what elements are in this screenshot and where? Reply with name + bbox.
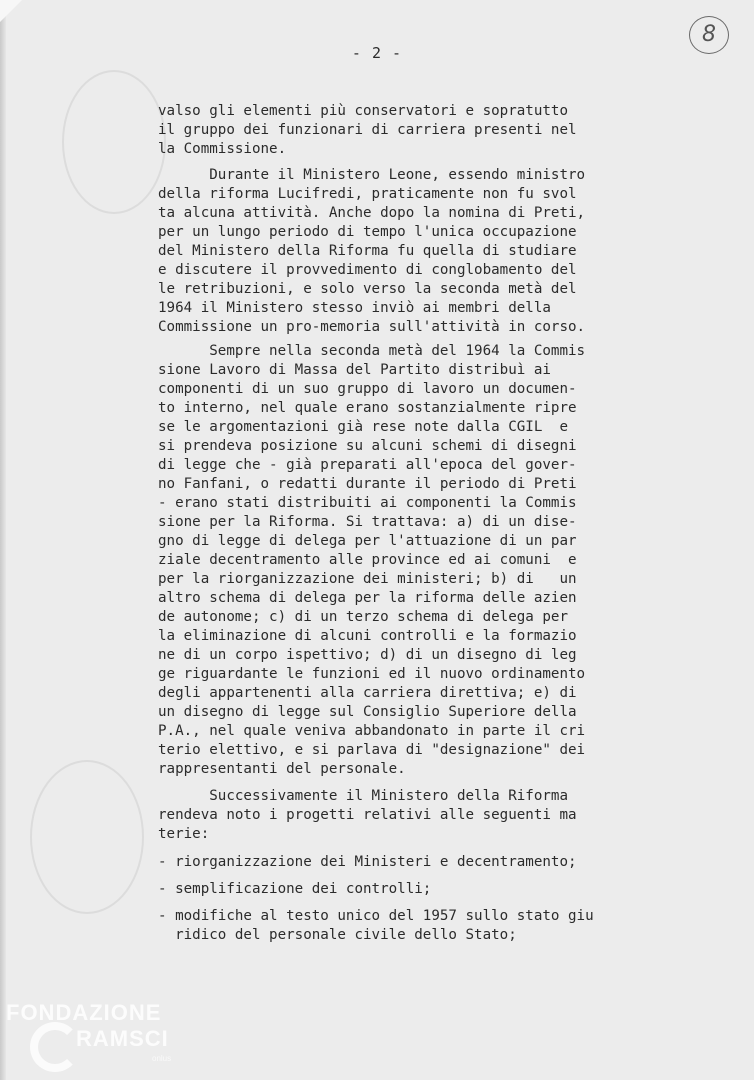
folded-corner	[0, 0, 22, 22]
text-line: Durante il Ministero Leone, essendo ministro	[158, 167, 586, 183]
logo-text-bottom: RAMSCI	[76, 1026, 169, 1051]
text-line: del Ministero della Riforma fu quella di studiare	[158, 243, 577, 259]
archive-number-circled: 8	[689, 16, 729, 54]
faded-stamp-top	[62, 70, 166, 214]
text-line: se le argomentazioni già rese note dalla CGIL e	[158, 419, 568, 435]
list-item: - modifiche al testo unico del 1957 sullo stato giu	[158, 908, 594, 924]
text-line: ta alcuna attività. Anche dopo la nomina di Preti,	[158, 205, 586, 221]
text-line: un disegno di legge sul Consiglio Superiore della	[158, 704, 577, 720]
text-line: componenti di un suo gruppo di lavoro un documen-	[158, 381, 577, 397]
text-line: Successivamente il Ministero della Riforma	[158, 788, 568, 804]
text-line: ziale decentramento alle province ed ai comuni e	[158, 552, 577, 568]
list-item: - riorganizzazione dei Ministeri e decentramento;	[158, 854, 577, 870]
text-line: de autonome; c) di un terzo schema di delega per	[158, 609, 568, 625]
text-line: terie:	[158, 826, 210, 842]
text-line: il gruppo dei funzionari di carriera presenti nel	[158, 122, 577, 138]
page-number: - 2 -	[351, 44, 403, 62]
text-line: la Commissione.	[158, 141, 287, 157]
text-line: to interno, nel quale erano sostanzialmente ripre	[158, 400, 577, 416]
text-line: valso gli elementi più conservatori e sopratutto	[158, 103, 568, 119]
text-line: no Fanfani, o redatti durante il periodo di Preti	[158, 476, 577, 492]
text-line: gno di legge di delega per l'attuazione di un par	[158, 533, 577, 549]
text-line: rappresentanti del personale.	[158, 761, 406, 777]
text-line: per un lungo periodo di tempo l'unica occupazione	[158, 224, 577, 240]
faded-stamp-bottom	[30, 760, 144, 914]
text-line: 1964 il Ministero stesso inviò ai membri della	[158, 300, 551, 316]
faded-watermark	[0, 440, 160, 600]
text-line: per la riorganizzazione dei ministeri; b) di un	[158, 571, 577, 587]
logo-g-icon	[30, 1022, 80, 1072]
logo-subtext: onlus	[152, 1054, 172, 1063]
text-line: le retribuzioni, e solo verso la seconda metà del	[158, 281, 577, 297]
text-line: P.A., nel quale veniva abbandonato in parte il cri	[158, 723, 586, 739]
list-item: - semplificazione dei controlli;	[158, 881, 432, 897]
text-line: sione per la Riforma. Si trattava: a) di un dise-	[158, 514, 577, 530]
text-line: terio elettivo, e si parlava di "designazione" dei	[158, 742, 586, 758]
text-line: e discutere il provvedimento di conglobamento del	[158, 262, 577, 278]
text-line: degli appartenenti alla carriera direttiva; e) di	[158, 685, 577, 701]
text-line: della riforma Lucifredi, praticamente non fu svol	[158, 186, 577, 202]
fondazione-gramsci-logo	[6, 1000, 196, 1076]
text-line: Commissione un pro-memoria sull'attività in corso.	[158, 319, 586, 335]
text-line: la eliminazione di alcuni controlli e la formazio	[158, 628, 577, 644]
logo-text-top: FONDAZIONE	[6, 1000, 162, 1025]
text-line: Sempre nella seconda metà del 1964 la Commis	[158, 343, 586, 359]
text-line: rendeva noto i progetti relativi alle seguenti ma	[158, 807, 577, 823]
list-item-continuation: ridico del personale civile dello Stato;	[158, 927, 517, 943]
text-line: - erano stati distribuiti ai componenti la Commis	[158, 495, 577, 511]
text-line: ne di un corpo ispettivo; d) di un disegno di leg	[158, 647, 577, 663]
text-line: altro schema di delega per la riforma delle azien	[158, 590, 577, 606]
text-line: ge riguardante le funzioni ed il nuovo ordinamento	[158, 666, 586, 682]
text-line: di legge che - già preparati all'epoca del gover-	[158, 457, 577, 473]
text-line: sione Lavoro di Massa del Partito distribuì ai	[158, 362, 551, 378]
text-line: si prendeva posizione su alcuni schemi di disegni	[158, 438, 577, 454]
